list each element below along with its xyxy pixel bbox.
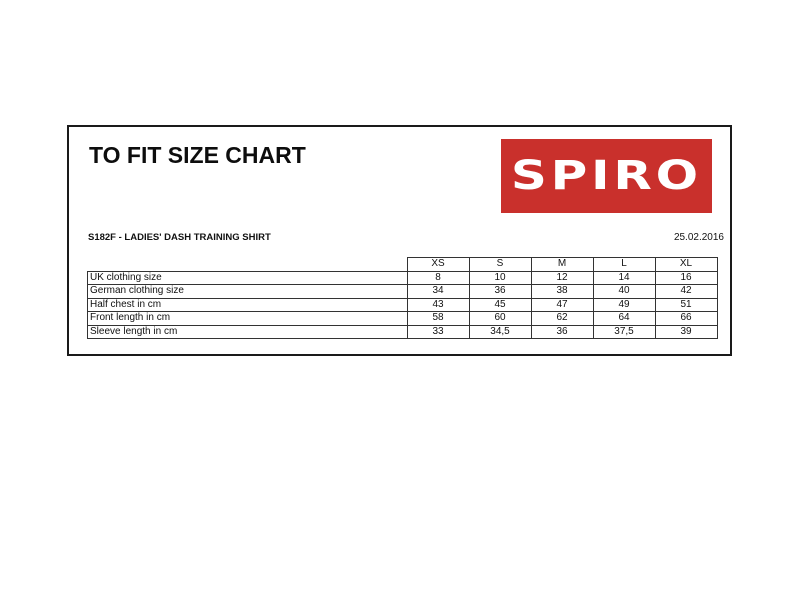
cell-value: 40 — [593, 285, 655, 299]
cell-value: 66 — [655, 312, 717, 326]
cell-value: 36 — [469, 285, 531, 299]
cell-value: 39 — [655, 325, 717, 339]
row-label: Front length in cm — [88, 312, 408, 326]
size-header-row — [88, 258, 718, 272]
column-header-xl: XL — [655, 258, 717, 272]
cell-value: 38 — [531, 285, 593, 299]
cell-value: 49 — [593, 298, 655, 312]
cell-value: 16 — [655, 271, 717, 285]
cell-value: 37,5 — [593, 325, 655, 339]
cell-value: 43 — [407, 298, 469, 312]
product-name: S182F - LADIES' DASH TRAINING SHIRT — [88, 232, 271, 243]
column-header-l: L — [593, 258, 655, 272]
document-date: 25.02.2016 — [673, 232, 724, 243]
header-blank-cell — [88, 258, 408, 272]
cell-value: 64 — [593, 312, 655, 326]
table-row-german-size — [88, 285, 718, 299]
page-title: TO FIT SIZE CHART — [89, 142, 306, 168]
cell-value: 45 — [469, 298, 531, 312]
cell-value: 62 — [531, 312, 593, 326]
cell-value: 12 — [531, 271, 593, 285]
cell-value: 34,5 — [469, 325, 531, 339]
size-table — [87, 257, 718, 339]
cell-value: 58 — [407, 312, 469, 326]
cell-value: 33 — [407, 325, 469, 339]
column-header-xs: XS — [407, 258, 469, 272]
cell-value: 8 — [407, 271, 469, 285]
table-row-sleeve-length — [88, 325, 718, 339]
column-header-m: M — [531, 258, 593, 272]
cell-value: 36 — [531, 325, 593, 339]
spiro-logo — [501, 139, 712, 213]
column-header-s: S — [469, 258, 531, 272]
cell-value: 34 — [407, 285, 469, 299]
cell-value: 47 — [531, 298, 593, 312]
row-label: UK clothing size — [88, 271, 408, 285]
table-row-uk-size — [88, 271, 718, 285]
cell-value: 51 — [655, 298, 717, 312]
cell-value: 60 — [469, 312, 531, 326]
cell-value: 10 — [469, 271, 531, 285]
table-row-front-length — [88, 312, 718, 326]
table-row-half-chest — [88, 298, 718, 312]
cell-value: 42 — [655, 285, 717, 299]
cell-value: 14 — [593, 271, 655, 285]
logo-text: SPIRO — [510, 153, 703, 199]
row-label: German clothing size — [88, 285, 408, 299]
row-label: Sleeve length in cm — [88, 325, 408, 339]
row-label: Half chest in cm — [88, 298, 408, 312]
